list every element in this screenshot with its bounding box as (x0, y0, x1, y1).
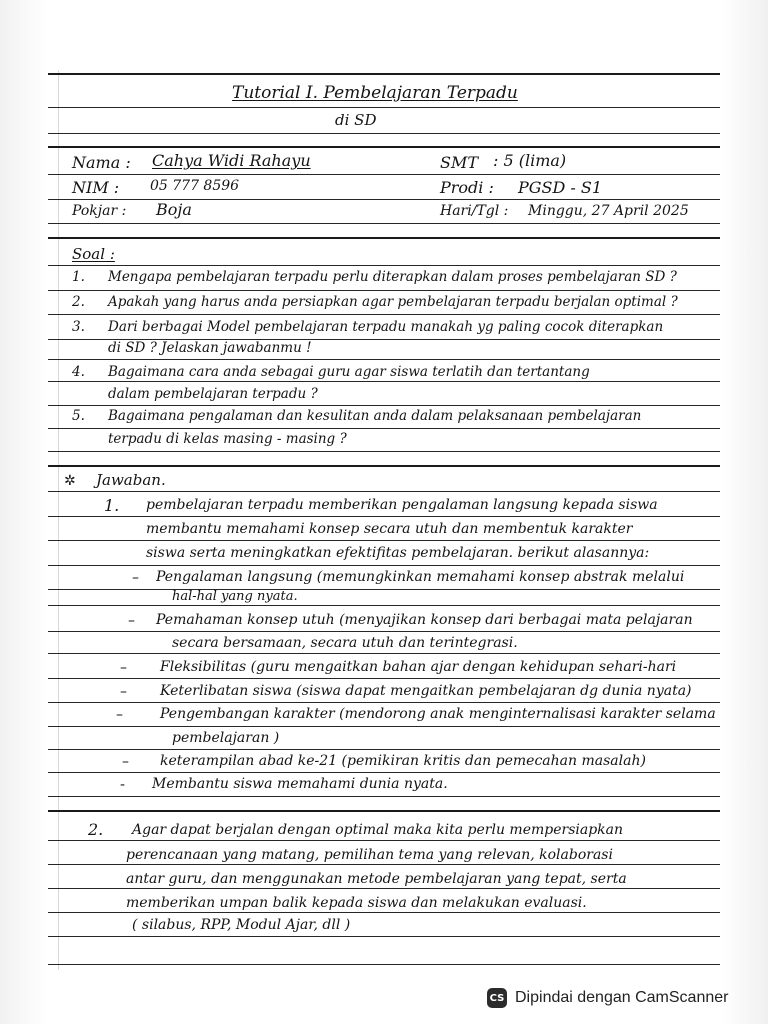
ruled-line (48, 888, 720, 889)
ruled-line (48, 772, 720, 773)
margin-line (58, 70, 59, 970)
page-subtitle: di SD (335, 111, 377, 129)
bullet-text: Pemahaman konsep utuh (menyajikan konsep dari berbagai mata pelajaran (156, 612, 693, 628)
ruled-line (48, 381, 720, 382)
bullet-text: Membantu siswa memahami dunia nyata. (152, 776, 448, 792)
answer-text: antar guru, dan menggunakan metode pembelajaran yang tepat, serta (126, 871, 627, 887)
ruled-line (48, 605, 720, 606)
nama-label: Nama : (72, 153, 131, 172)
ruled-line (48, 314, 720, 315)
ruled-line (48, 428, 720, 429)
ruled-line (48, 589, 720, 590)
bullet-dash: – (128, 613, 135, 629)
ruled-line (48, 749, 720, 750)
answer-text: Agar dapat berjalan dengan optimal maka kita perlu mempersiapkan (132, 822, 624, 838)
star-doodle-icon: ✲ (64, 473, 76, 489)
bullet-dash: – (132, 570, 139, 586)
ruled-line (48, 133, 720, 134)
ruled-line (48, 840, 720, 841)
question-text: Dari berbagai Model pembelajaran terpadu manakah yg paling cocok diterapkan (108, 319, 664, 335)
nim-value: 05 777 8596 (150, 178, 240, 194)
ruled-line (48, 465, 720, 467)
ruled-line (48, 146, 720, 148)
prodi-value: PGSD - S1 (518, 178, 603, 197)
soal-heading: Soal : (72, 245, 115, 263)
bullet-dash: – (122, 754, 129, 770)
question-number: 1. (72, 269, 85, 285)
ruled-line (48, 796, 720, 797)
ruled-line (48, 864, 720, 865)
ruled-line (48, 565, 720, 566)
answer-text: ( silabus, RPP, Modul Ajar, dll ) (132, 917, 351, 933)
ruled-line (48, 936, 720, 937)
question-text: Mengapa pembelajaran terpadu perlu diterapkan dalam proses pembelajaran SD ? (108, 269, 677, 285)
question-number: 2. (72, 294, 85, 310)
bullet-text: secara bersamaan, secara utuh dan terintegrasi. (172, 635, 518, 651)
prodi-label: Prodi : (440, 178, 494, 197)
nim-label: NIM : (72, 178, 120, 197)
haritgl-label: Hari/Tgl : (440, 203, 509, 219)
answer-number: 1. (104, 496, 120, 515)
bullet-text: Fleksibilitas (guru mengaitkan bahan ajar dengan kehidupan sehari-hari (160, 659, 677, 675)
jawaban-heading: Jawaban. (96, 471, 166, 489)
ruled-line (48, 359, 720, 360)
ruled-line (48, 223, 720, 224)
ruled-line (48, 540, 720, 541)
bullet-text: hal-hal yang nyata. (172, 589, 298, 604)
ruled-line (48, 265, 720, 266)
ruled-line (48, 810, 720, 812)
smt-value: : 5 (lima) (493, 151, 567, 170)
ruled-line (48, 726, 720, 727)
ruled-line (48, 964, 720, 965)
question-text: terpadu di kelas masing - masing ? (108, 431, 347, 447)
answer-number: 2. (88, 820, 104, 839)
nama-value: Cahya Widi Rahayu (152, 151, 311, 170)
question-number: 5. (72, 408, 85, 424)
ruled-line (48, 451, 720, 452)
bullet-dash: - (120, 777, 126, 793)
bullet-text: pembelajaran ) (172, 730, 280, 746)
ruled-line (48, 199, 720, 200)
smt-label: SMT (440, 153, 479, 172)
page-title: Tutorial I. Pembelajaran Terpadu (232, 83, 518, 103)
camscanner-label: Dipindai dengan CamScanner (515, 989, 729, 1006)
answer-text: memberikan umpan balik kepada siswa dan melakukan evaluasi. (126, 895, 587, 911)
question-text: Bagaimana cara anda sebagai guru agar siswa terlatih dan tertantang (108, 364, 590, 380)
question-number: 3. (72, 319, 85, 335)
ruled-line (48, 912, 720, 913)
bullet-dash: – (120, 660, 127, 676)
bullet-text: Keterlibatan siswa (siswa dapat mengaitkan pembelajaran dg dunia nyata) (160, 683, 692, 699)
answer-text: pembelajaran terpadu memberikan pengalaman langsung kepada siswa (146, 497, 658, 513)
ruled-line (48, 174, 720, 175)
ruled-line (48, 653, 720, 654)
ruled-line (48, 107, 720, 108)
ruled-line (48, 631, 720, 632)
ruled-line (48, 702, 720, 703)
question-text: Apakah yang harus anda persiapkan agar pembelajaran terpadu berjalan optimal ? (108, 294, 678, 310)
ruled-line (48, 516, 720, 517)
ruled-line (48, 491, 720, 492)
ruled-line (48, 290, 720, 291)
answer-text: membantu memahami konsep secara utuh dan membentuk karakter (146, 521, 633, 537)
ruled-line (48, 678, 720, 679)
ruled-line (48, 73, 720, 75)
haritgl-value: Minggu, 27 April 2025 (528, 203, 689, 219)
answer-text: siswa serta meningkatkan efektifitas pembelajaran. berikut alasannya: (146, 545, 650, 561)
camscanner-logo-icon: CS (487, 988, 507, 1008)
question-text: Bagaimana pengalaman dan kesulitan anda dalam pelaksanaan pembelajaran (108, 408, 642, 424)
ruled-line (48, 405, 720, 406)
pokjar-label: Pokjar : (72, 203, 127, 219)
question-number: 4. (72, 364, 85, 380)
bullet-text: keterampilan abad ke-21 (pemikiran kritis dan pemecahan masalah) (160, 753, 646, 769)
bullet-text: Pengalaman langsung (memungkinkan memahami konsep abstrak melalui (156, 569, 685, 585)
camscanner-watermark (487, 988, 728, 1008)
question-text: di SD ? Jelaskan jawabanmu ! (108, 340, 312, 356)
pokjar-value: Boja (156, 200, 192, 219)
answer-text: perencanaan yang matang, pemilihan tema yang relevan, kolaborasi (126, 847, 613, 863)
ruled-line (48, 237, 720, 239)
bullet-text: Pengembangan karakter (mendorong anak menginternalisasi karakter selama (160, 706, 716, 722)
question-text: dalam pembelajaran terpadu ? (108, 386, 318, 402)
bullet-dash: – (116, 707, 123, 723)
bullet-dash: – (120, 684, 127, 700)
